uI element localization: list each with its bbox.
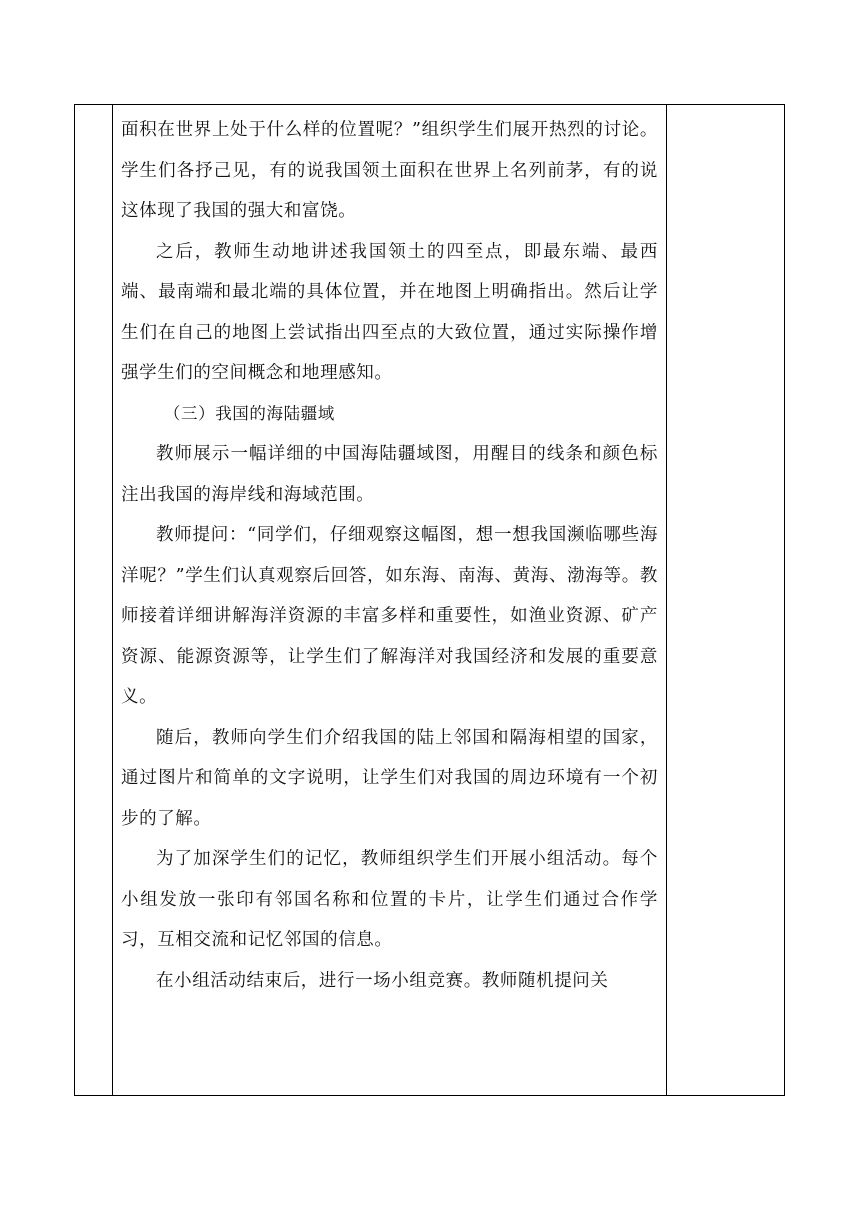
section-heading: （三）我国的海陆疆域 — [163, 403, 335, 423]
paragraph-group-contest: 在小组活动结束后，进行一场小组竞赛。教师随机提问关 — [156, 970, 609, 991]
paragraph-continuation: 面积在世界上处于什么样的位置呢？”组织学生们展开热烈的讨论。学生们各抒己见，有的说我国领土面积在世界上名列前茅，有的说这体现了我国的强大和富饶。 — [121, 120, 658, 221]
paragraph-map-display: 教师展示一幅详细的中国海陆疆域图，用醒目的线条和颜色标注出我国的海岸线和海域范围。 — [121, 444, 658, 505]
right-column-border — [666, 105, 667, 1095]
lesson-table — [74, 104, 785, 1096]
paragraph-neighbors-intro: 随后，教师向学生们介绍我国的陆上邻国和隔海相望的国家，通过图片和简单的文字说明，让学生们对我国的周边环境有一个初步的了解。 — [121, 727, 658, 829]
paragraph-four-extreme-points: 之后，教师生动地讲述我国领土的四至点，即最东端、最西端、最南端和最北端的具体位置，并在地图上明确指出。然后让学生们在自己的地图上尝试指出四至点的大致位置，通过实际操作增强学生们的空间概念和地理感知。 — [121, 241, 658, 383]
content-cell — [113, 105, 666, 1095]
paragraph-teacher-question: 教师提问：“同学们，仔细观察这幅图，想一想我国濒临哪些海洋呢？”学生们认真观察后回答，如东海、南海、黄海、渤海等。教师接着详细讲解海洋资源的丰富多样和重要性，如渔业资源、矿产资源、能源资源等，让学生们了解海洋对我国经济和发展的重要意义。 — [121, 525, 658, 707]
paragraph-group-activity: 为了加深学生们的记忆，教师组织学生们开展小组活动。每个小组发放一张印有邻国名称和位置的卡片，让学生们通过合作学习，互相交流和记忆邻国的信息。 — [121, 849, 658, 950]
